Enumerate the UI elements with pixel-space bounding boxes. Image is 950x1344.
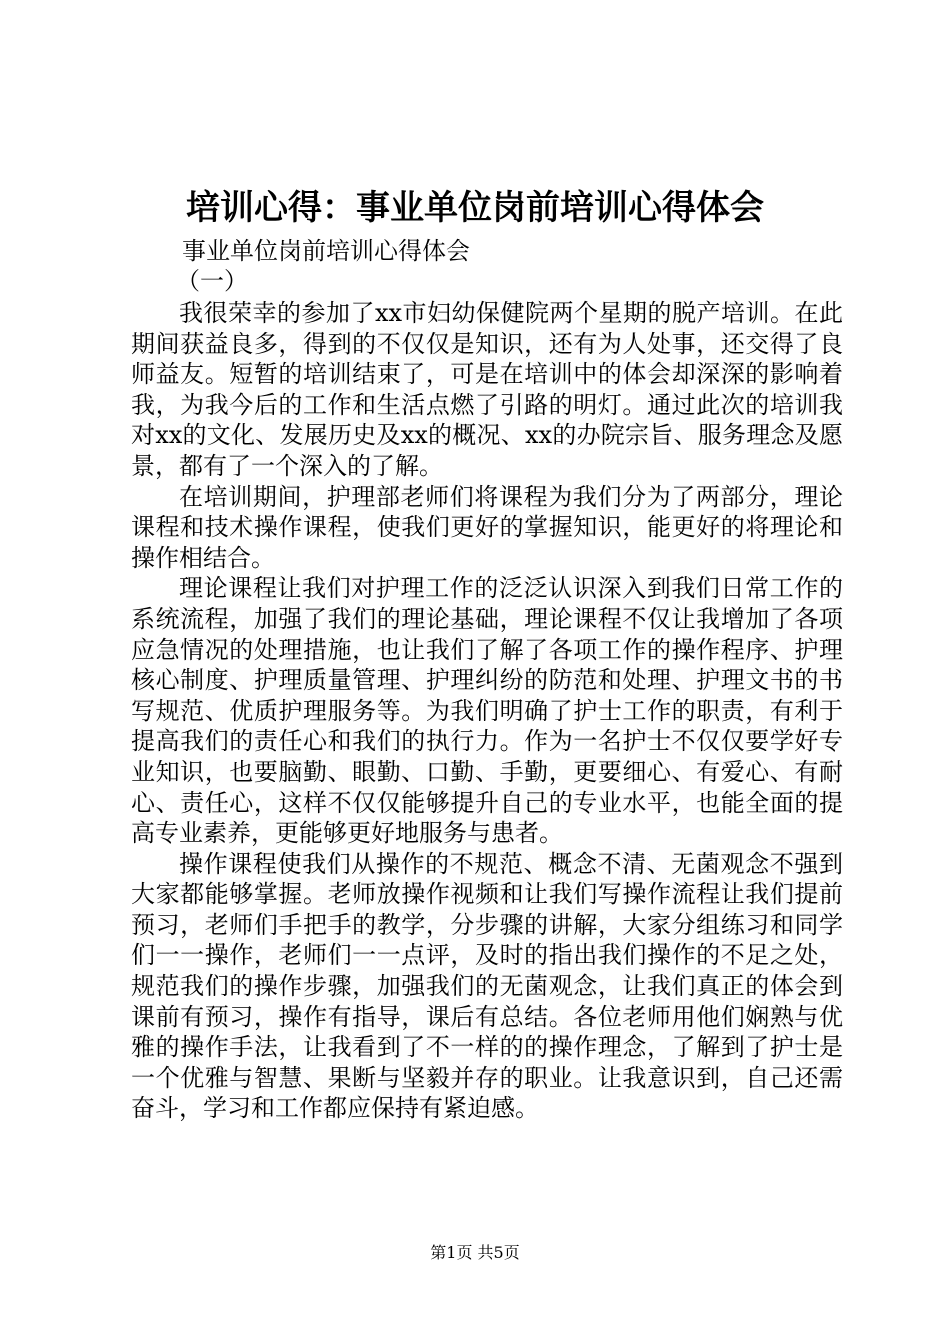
page-footer: 第1页 共5页 <box>430 1243 520 1262</box>
body-paragraph: 操作课程使我们从操作的不规范、概念不清、无菌观念不强到大家都能够掌握。老师放操作视频和让我们写操作流程让我们提前预习，老师们手把手的教学，分步骤的讲解，大家分组练习和同学们一一操作，老师们一一点评，及时的指出我们操作的不足之处，规范我们的操作步骤，加强我们的无菌观念，让我们真正的体会到课前有预习，操作有指导，课后有总结。各位老师用他们娴熟与优雅的操作手法，让我看到了不一样的的操作理念，了解到了护士是一个优雅与智慧、果断与坚毅并存的职业。让我意识到，自己还需奋斗，学习和工作都应保持有紧迫感。 <box>131 849 843 1123</box>
body-paragraph: 在培训期间，护理部老师们将课程为我们分为了两部分，理论课程和技术操作课程，使我们更好的掌握知识，能更好的将理论和操作相结合。 <box>131 482 843 572</box>
section-label: （一） <box>176 267 248 295</box>
body-paragraph: 我很荣幸的参加了xx市妇幼保健院两个星期的脱产培训。在此期间获益良多，得到的不仅仅是知识，还有为人处事，还交得了良师益友。短暂的培训结束了，可是在培训中的体会却深深的影响着我，为我今后的工作和生活点燃了引路的明灯。通过此次的培训我对xx的文化、发展历史及xx的概况、xx的办院宗旨、服务理念及愿景，都有了一个深入的了解。 <box>131 299 843 480</box>
document-body <box>131 298 843 1124</box>
document-title: 培训心得：事业单位岗前培训心得体会 <box>186 188 764 228</box>
body-paragraph: 理论课程让我们对护理工作的泛泛认识深入到我们日常工作的系统流程，加强了我们的理论基础，理论课程不仅让我增加了各项应急情况的处理措施，也让我们了解了各项工作的操作程序、护理核心制度、护理质量管理、护理纠纷的防范和处理、护理文书的书写规范、优质护理服务等。为我们明确了护士工作的职责，有利于提高我们的责任心和我们的执行力。作为一名护士不仅仅要学好专业知识，也要脑勤、眼勤、口勤、手勤，更要细心、有爱心、有耐心、责任心，这样不仅仅能够提升自己的专业水平，也能全面的提高专业素养，更能够更好地服务与患者。 <box>131 574 843 848</box>
document-subtitle: 事业单位岗前培训心得体会 <box>182 237 470 265</box>
